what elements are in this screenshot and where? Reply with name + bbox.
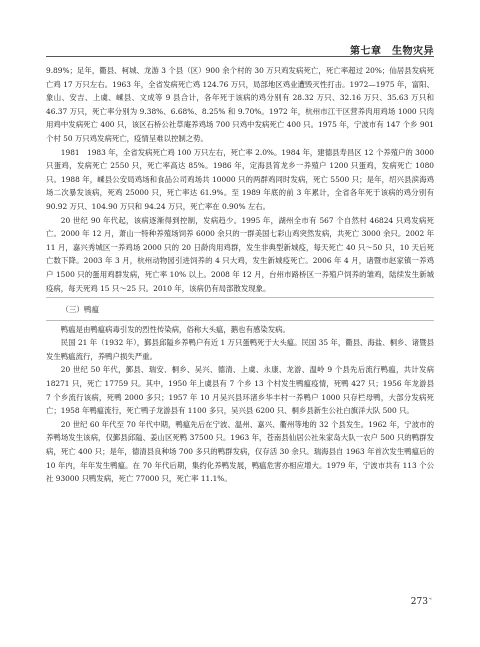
paragraph: 1981 1983 年，全省发病死亡鸡 100 万只左右，死亡率 2.0%。1984 年，建德县寿昌区 12 个养殖户的 3000 只蛋鸡，发病死亡 2550 只，死亡率高达 85%。1986 年，定海县筲龙乡一养殖户 1200 只蛋鸡，发病死亡 1080 只。1988 年，嵊县公安局鸡场和食品公司鸡场共 10000 只的两群鸡同时发病，死亡 5500 只；是年，绍兴县滨海鸡场二次暴发该病，死鸡 25000 只，死亡率达 61.9%。至 1989 年底的前 3 年累计，全省各年死于该病的鸡分别有 90.92 万只、104.90 万只和 94.24 万只，死亡率在 0.90% 左右。	[46, 147, 434, 211]
body-text	[46, 64, 434, 486]
page-number	[411, 596, 432, 607]
page-number-value: 273	[410, 597, 428, 607]
paragraph: 20 世纪 60 年代至 70 年代中期，鸭瘟先后在宁波、温州、嘉兴、衢州等地的 32 个县发生。1962 年，宁波市的养鸭场发生该病，仅鄞县邱隘、姜山区死鸭 37500 只。1963 年，苍南县仙居公社朱家岛大队一农户 500 只的鸭群发病，死亡 400 只；是年，德清县良种场 700 多只的鸭群发病，仅存活 30 余只。瑞海县自 1963 年首次发生鸭瘟后的 10 年内，年年发生鸭瘟。在 70 年代后期，集约化养鸭发展，鸭瘟危害亦相应增大。1979 年，宁波市共有 113 个公社 93000 只鸭发病，死亡 77000 只，死亡率 11.1%。	[46, 419, 434, 484]
paragraph: 鸭瘟是由鸭瘟病毒引发的烈性传染病，俗称大头瘟，鹅也有感染发病。	[60, 324, 290, 334]
paragraph: 20 世纪 90 年代起，该病逐渐得到控制，发病趋少。1995 年，湖州全市有 567 个自然村 46824 只鸡发病死亡。2000 年 12 月，萧山一特种养殖场饲养 6000 余只的一群美国七彩山鸡突然发病，共死亡 3000 余只。2002 年 11 月，嘉兴秀城区一养鸡场 2000 只的 20 日龄肉用鸡群，发生非典型新城疫，每天死亡 40 只～50 只，10 天后死亡数下降。2003 年 3 月，杭州动物园引进饲养的 4 只大鸡，发生新城疫死亡。2006 年 4 月，诸暨市赵家镇一养鸡户 1500 只的蛋用鸡群发病，死亡率 10% 以上。2008 年 12 月，台州市路桥区一养殖户饲养的雏鸡，陆续发生新城疫病，每天死鸡 15 只～25 只。2010 年，该病仍有局部散发现象。	[46, 215, 434, 293]
paragraph: 20 世纪 50 年代，鄞县、瑞安、桐乡、吴兴、德清、上虞、永康、龙游、温岭 9 个县先后流行鸭瘟，共计发病 18271 只，死亡 17759 只。其中，1950 年上虞县有 7 个乡 13 个村发生鸭瘟疫情，死鸭 427 只；1956 年龙游县 7 个乡流行该病，死鸭 2000 多只；1957 年 10 月吴兴县环渚乡华丰村一养鸭户 1000 只存栏母鸭，大部分发病死亡；1958 年鸭瘟流行，死亡鸭子龙游县有 1100 多只，吴兴县 6200 只、桐乡县新生公社白旗洋大队 500 只。	[46, 365, 434, 416]
section-heading: （三）鸭瘟	[61, 305, 100, 315]
chapter-title: 生物灾异	[392, 46, 434, 57]
running-header	[350, 42, 434, 57]
chapter-number: 第七章	[350, 46, 382, 57]
folio-mark: «	[428, 596, 432, 602]
header-rule	[46, 56, 434, 57]
section-divider	[46, 320, 434, 321]
paragraph: 9.89%；足年，衢县、柯城、龙游 3 个县（区）900 余个村的 30 万只鸡发病死亡，死亡率超过 20%；仙居县发病死亡鸡 17 万只左右。1963 年，全省发病死亡鸡 124.76 万只，局部地区鸡业遭毁灭性打击。1972—1975 年，富阳、象山、安吉、上虞、嵊县、文成等 9 县合计，各年死于该病的鸡分别有 28.32 万只、32.16 万只、35.63 万只和 46.37 万只，死亡率分别为 9.38%、6.68%、8.25% 和 9.70%。1972 年，杭州市江干区营养肉用鸡场 1000 只肉用鸡中发病死亡 400 只，该区石桥公社草庵养鸡场 700 只鸡中发病死亡 400 只。1975 年，宁波市有 147 个乡 901 个村 50 万只鸡发病死亡，疫情呈难以控制之势。	[46, 66, 434, 143]
section-divider	[46, 297, 434, 298]
paragraph: 民国 21 年（1932 年），鄞县邱隘乡养鸭户有近 1 万只蛋鸭死于大头瘟。民国 35 年，衢县、海盐、桐乡、诸暨县发生鸭瘟流行，养鸭户损失严重。	[46, 338, 434, 361]
